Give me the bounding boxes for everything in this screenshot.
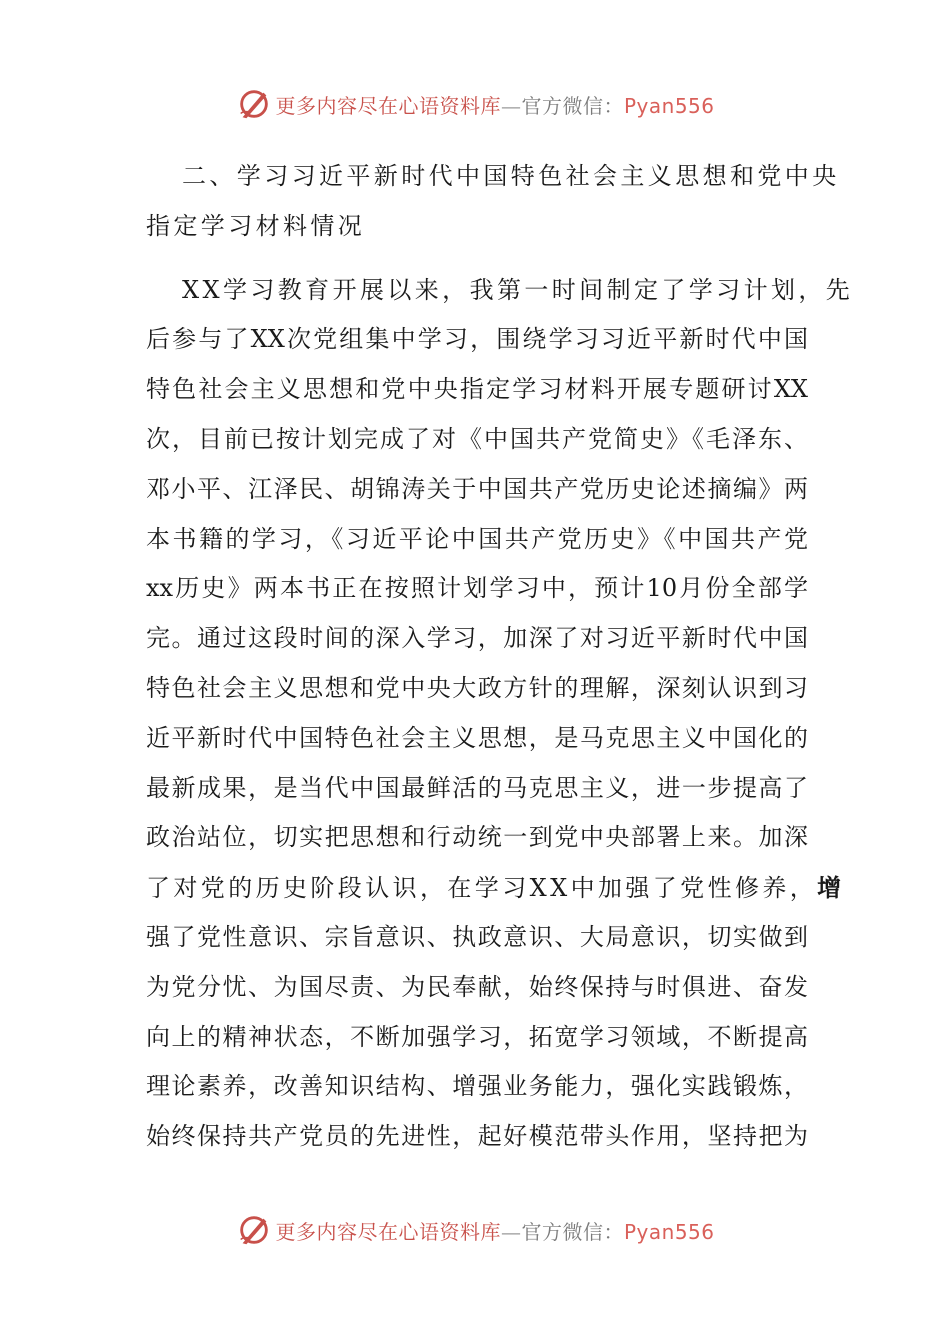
document-body: [146, 152, 854, 1162]
banner-prefix: 更多内容尽在心语资料库: [275, 1219, 501, 1244]
heading-line-2: 指定学习材料情况: [146, 211, 366, 240]
paragraph-line: 近平新时代中国特色社会主义思想，是马克思主义中国化的: [146, 723, 808, 752]
paragraph-line: [146, 863, 845, 913]
paragraph-line: XX学习教育开展以来，我第一时间制定了学习计划，先: [182, 275, 854, 304]
paragraph-line: 政治站位，切实把思想和行动统一到党中央部署上来。加深: [146, 823, 808, 852]
banner-text: [275, 90, 714, 119]
paragraph-line: 为党分忧、为国尽责、为民奉献，始终保持与时俱进、奋发: [146, 972, 808, 1001]
paragraph-line: 后参与了XX次党组集中学习，围绕学习习近平新时代中国: [146, 325, 808, 354]
banner-wechat-label: 官方微信：: [521, 1219, 624, 1244]
paragraph-line: xx历史》两本书正在按照计划学习中，预计10月份全部学: [146, 574, 808, 603]
quill-logo-icon: [235, 1211, 273, 1249]
banner-separator: —: [500, 93, 522, 118]
bold-character: 增: [817, 873, 845, 903]
paragraph-line: 完。通过这段时间的深入学习，加深了对习近平新时代中国: [146, 624, 808, 653]
paragraph-line: 向上的精神状态，不断加强学习，拓宽学习领域，不断提高: [146, 1022, 808, 1051]
banner-text: [275, 1216, 714, 1245]
paragraph-line-text: 了对党的历史阶段认识，在学习XX中加强了党性修养，: [146, 874, 818, 903]
heading-line-1: 二、学习习近平新时代中国特色社会主义思想和党中央: [182, 162, 840, 190]
paragraph-line: 本书籍的学习，《习近平论中国共产党历史》《中国共产党: [146, 524, 808, 553]
banner-wechat-id: Pyan556: [623, 93, 715, 118]
paragraph-line: 邓小平、江泽民、胡锦涛关于中国共产党历史论述摘编》两: [146, 474, 808, 503]
paragraph-line: 始终保持共产党员的先进性，起好模范带头作用，坚持把为: [146, 1122, 808, 1151]
footer-banner: [0, 1210, 950, 1250]
banner-wechat-id: Pyan556: [623, 1219, 715, 1244]
paragraph-line: 强了党性意识、宗旨意识、执政意识、大局意识，切实做到: [146, 922, 808, 951]
paragraph-line: 最新成果，是当代中国最鲜活的马克思主义，进一步提高了: [146, 773, 808, 802]
banner-separator: —: [500, 1219, 522, 1244]
paragraph-line: 特色社会主义思想和党中央指定学习材料开展专题研讨XX: [146, 375, 808, 404]
header-banner: [0, 84, 950, 124]
banner-wechat-label: 官方微信：: [521, 93, 624, 118]
paragraph-line: 理论素养，改善知识结构、增强业务能力，强化实践锻炼，: [146, 1072, 808, 1101]
quill-logo-icon: [235, 85, 273, 123]
paragraph-line: 特色社会主义思想和党中央大政方针的理解，深刻认识到习: [146, 673, 808, 702]
paragraph-line: 次，目前已按计划完成了对《中国共产党简史》《毛泽东、: [146, 424, 808, 453]
banner-prefix: 更多内容尽在心语资料库: [275, 93, 501, 118]
